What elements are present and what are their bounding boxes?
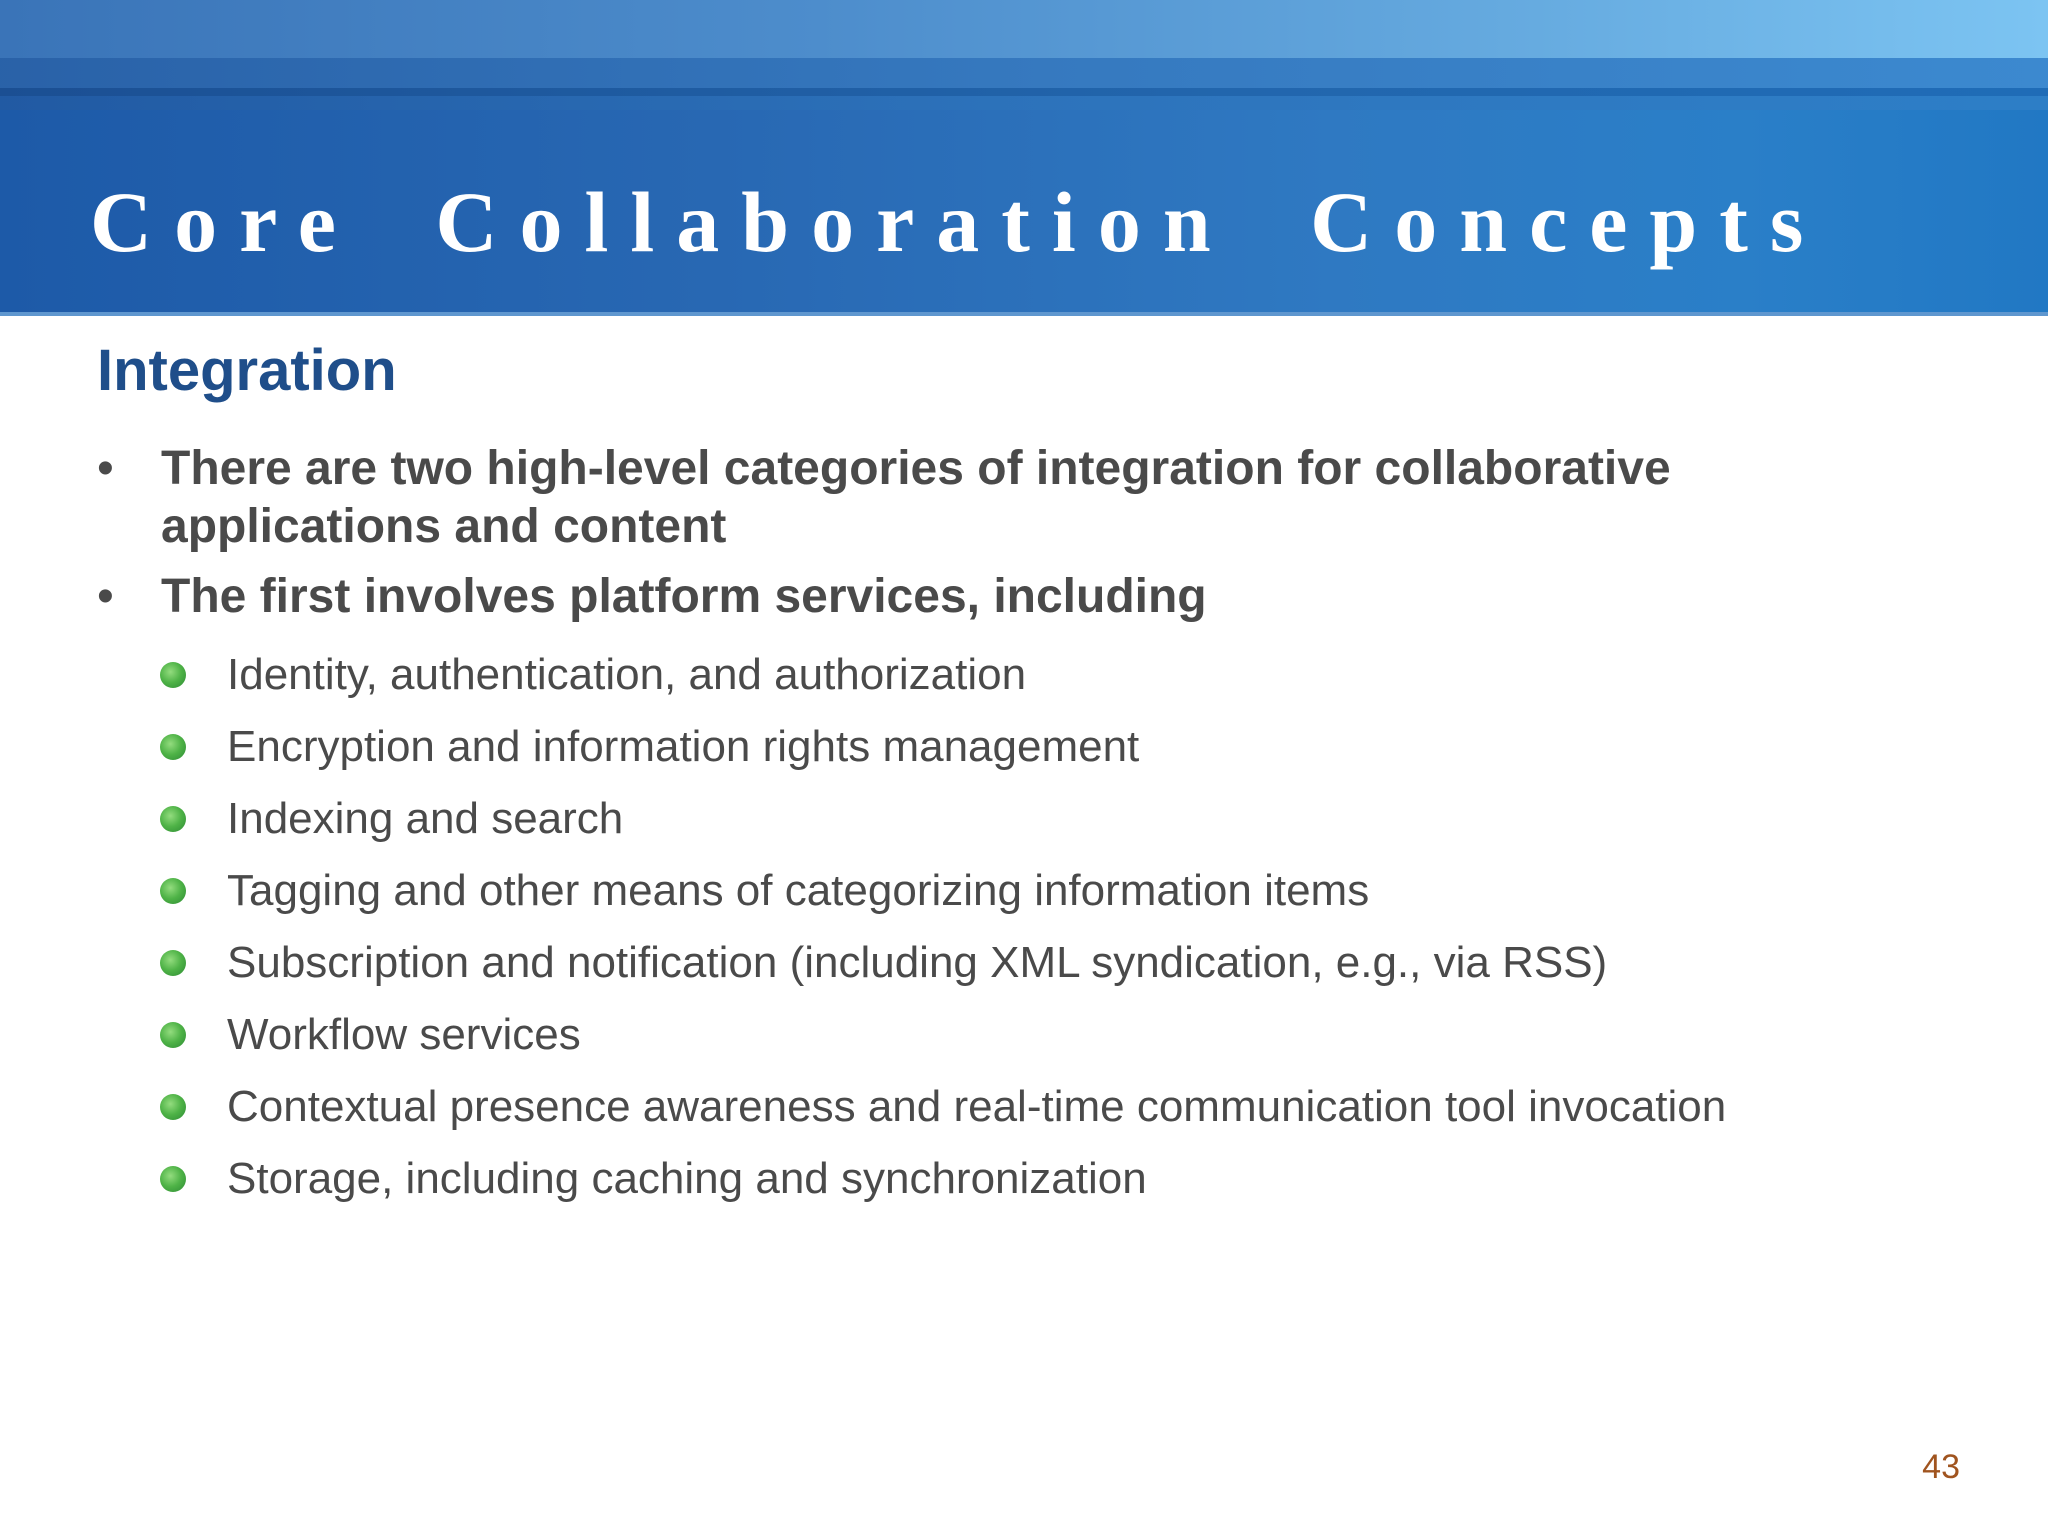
- banner-stripe: [0, 58, 2048, 88]
- green-circle-icon: [160, 878, 186, 904]
- green-circle-icon: [160, 1094, 186, 1120]
- sub-bullet-item: [160, 645, 1980, 717]
- section-heading: Integration: [97, 338, 397, 403]
- sub-bullet-text: Indexing and search: [227, 794, 624, 843]
- bullet-icon: •: [97, 442, 114, 495]
- banner-stripe: [0, 88, 2048, 96]
- main-bullet-text: There are two high-level categories of integration for collaborative applications and content: [161, 442, 1671, 553]
- green-circle-icon: [160, 734, 186, 760]
- main-bullet-list: [97, 440, 1957, 638]
- sub-bullet-text: Encryption and information rights management: [227, 722, 1140, 771]
- sub-bullet-item: [160, 1149, 1980, 1221]
- bullet-icon: •: [97, 570, 114, 623]
- sub-bullet-text: Contextual presence awareness and real-time communication tool invocation: [227, 1082, 1727, 1131]
- page-number: 43: [1922, 1448, 1960, 1486]
- banner-divider: [0, 312, 2048, 316]
- sub-bullet-text: Workflow services: [227, 1010, 581, 1059]
- sub-bullet-list: [160, 645, 1980, 1221]
- green-circle-icon: [160, 1022, 186, 1048]
- sub-bullet-item: [160, 717, 1980, 789]
- sub-bullet-text: Identity, authentication, and authorization: [227, 650, 1027, 699]
- sub-bullet-text: Subscription and notification (including XML syndication, e.g., via RSS): [227, 938, 1608, 987]
- green-circle-icon: [160, 950, 186, 976]
- main-bullet-item: [97, 440, 1957, 556]
- sub-bullet-item: [160, 1077, 1980, 1149]
- green-circle-icon: [160, 662, 186, 688]
- sub-bullet-item: [160, 1005, 1980, 1077]
- sub-bullet-item: [160, 933, 1980, 1005]
- sub-bullet-text: Tagging and other means of categorizing information items: [227, 866, 1370, 915]
- slide-title: Core Collaboration Concepts: [90, 174, 1826, 270]
- main-bullet-text: The first involves platform services, including: [161, 570, 1207, 623]
- banner-top-band: [0, 0, 2048, 58]
- sub-bullet-text: Storage, including caching and synchronization: [227, 1154, 1147, 1203]
- banner-stripe: [0, 96, 2048, 110]
- green-circle-icon: [160, 806, 186, 832]
- green-circle-icon: [160, 1166, 186, 1192]
- title-banner: [0, 0, 2048, 316]
- main-bullet-item: [97, 568, 1957, 626]
- sub-bullet-item: [160, 789, 1980, 861]
- sub-bullet-item: [160, 861, 1980, 933]
